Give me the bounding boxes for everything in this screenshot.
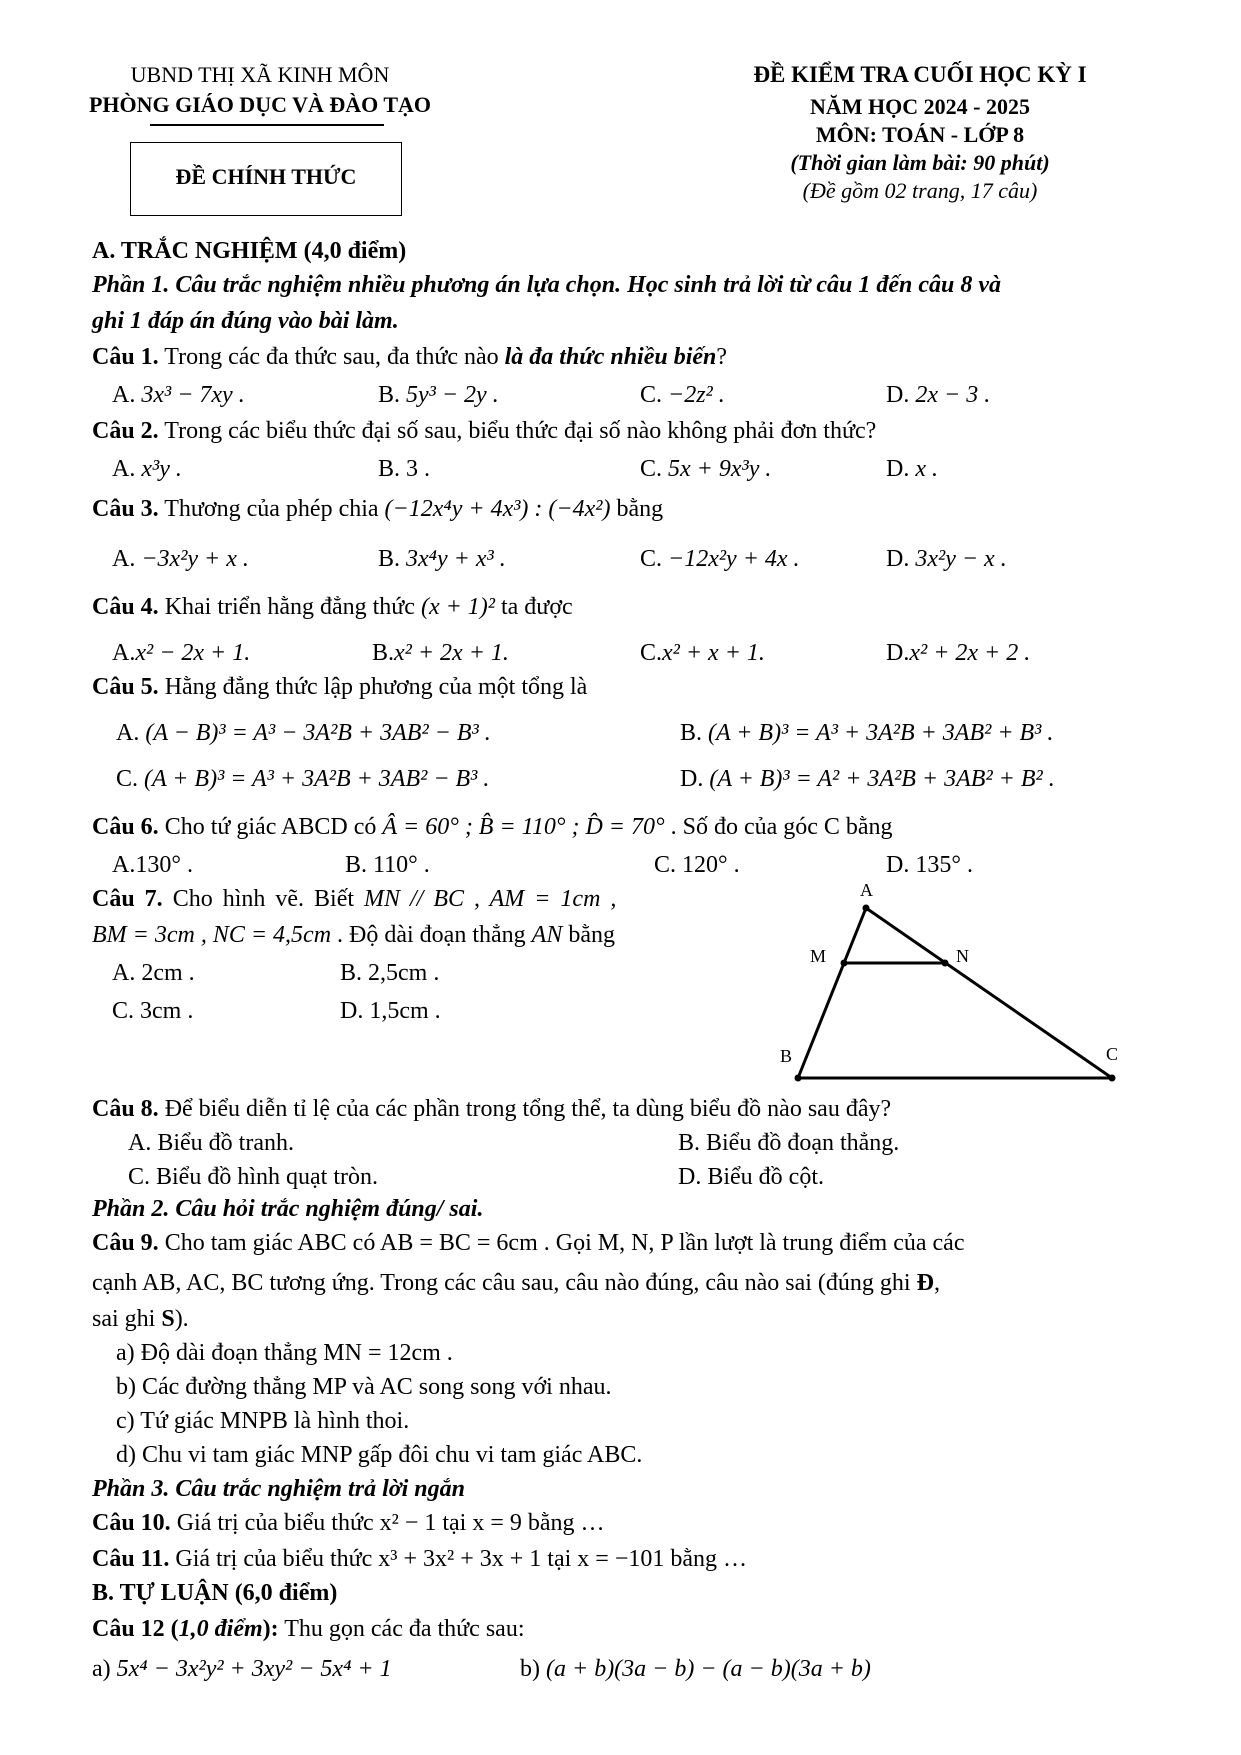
q9-statement-d: d) Chu vi tam giác MNP gấp đôi chu vi tam giác ABC. [116,1442,643,1468]
edge-ac [866,908,1112,1078]
q7-option-b: B. 2,5cm . [340,960,440,986]
duration: (Thời gian làm bài: 90 phút) [790,150,1050,175]
q2-stem: Câu 2. Trong các biểu thức đại số sau, biểu thức đại số nào không phải đơn thức? [92,418,877,444]
section-b-title: B. TỰ LUẬN (6,0 điểm) [92,1580,338,1606]
q1-option-a: A. 3x³ − 7xy . [112,382,245,408]
label-b: B [780,1046,793,1066]
label-m: M [810,946,827,966]
point-m [841,960,848,967]
q8-stem: Câu 8. Để biểu diễn tỉ lệ của các phần trong tổng thể, ta dùng biểu đồ nào sau đây? [92,1096,892,1122]
q3-option-d: D. 3x²y − x . [886,546,1007,572]
q4-stem: Câu 4. Khai triển hằng đẳng thức (x + 1)² ta được [92,594,573,620]
point-a [863,905,870,912]
q2-option-b: B. 3 . [378,456,431,482]
q6-stem: Câu 6. Cho tứ giác ABCD có Â = 60° ; B̂ = 110° ; D̂ = 70° . Số đo của góc C bằng [92,814,893,840]
q5-option-c: C. (A + B)³ = A³ + 3A²B + 3AB² − B³ . [116,766,490,792]
part1-line1: Phần 1. Câu trắc nghiệm nhiều phương án lựa chọn. Học sinh trả lời từ câu 1 đến câu 8 và [92,272,1002,298]
q4-option-b: B.x² + 2x + 1. [372,640,509,666]
q11: Câu 11. Giá trị của biểu thức x³ + 3x² + 3x + 1 tại x = −101 bằng … [92,1546,747,1572]
q1-stem: Câu 1. Trong các đa thức sau, đa thức nào là đa thức nhiều biến? [92,344,728,370]
official-label: ĐỀ CHÍNH THỨC [175,164,357,189]
q7-stem-line2: BM = 3cm , NC = 4,5cm . Độ dài đoạn thẳng AN bằng [92,922,615,948]
q6-option-b: B. 110° . [345,852,430,878]
q9-statement-c: c) Tứ giác MNPB là hình thoi. [116,1408,410,1434]
school-year: NĂM HỌC 2024 - 2025 [810,94,1030,119]
q12-stem: Câu 12 (1,0 điểm): Thu gọn các đa thức sau: [92,1616,525,1642]
q12-part-b: b) (a + b)(3a − b) − (a − b)(3a + b) [520,1656,871,1682]
section-a-title: A. TRẮC NGHIỆM (4,0 điểm) [92,238,407,264]
q4-option-c: C.x² + x + 1. [640,640,765,666]
q2-option-d: D. x . [886,456,938,482]
q9-stem-line3: sai ghi S). [92,1306,189,1332]
q4-option-d: D.x² + 2x + 2 . [886,640,1031,666]
q6-option-d: D. 135° . [886,852,973,878]
label-c: C [1106,1044,1119,1064]
header-left-line2: PHÒNG GIÁO DỤC VÀ ĐÀO TẠO [88,92,432,117]
edge-ab [798,908,866,1078]
header-left-line1: UBND THỊ XÃ KINH MÔN [130,62,390,87]
header-divider [150,124,384,126]
point-n [942,960,949,967]
part3-title: Phần 3. Câu trắc nghiệm trả lời ngắn [92,1476,465,1502]
point-b [795,1075,802,1082]
q5-stem: Câu 5. Hằng đẳng thức lập phương của một tổng là [92,674,588,700]
q3-stem: Câu 3. Thương của phép chia (−12x⁴y + 4x³) : (−4x²) bằng [92,496,664,522]
q7-option-a: A. 2cm . [112,960,195,986]
q6-option-c: C. 120° . [654,852,740,878]
q5-option-b: B. (A + B)³ = A³ + 3A²B + 3AB² + B³ . [680,720,1054,746]
exam-title: ĐỀ KIỂM TRA CUỐI HỌC KỲ I [753,62,1087,87]
q6-option-a: A.130° . [112,852,193,878]
q3-option-c: C. −12x²y + 4x . [640,546,800,572]
q8-option-c: C. Biểu đồ hình quạt tròn. [128,1164,378,1190]
q4-option-a: A.x² − 2x + 1. [112,640,251,666]
q9-statement-b: b) Các đường thẳng MP và AC song song với nhau. [116,1374,612,1400]
q12-part-a: a) 5x⁴ − 3x²y² + 3xy² − 5x⁴ + 1 [92,1656,392,1682]
q1-option-c: C. −2z² . [640,382,725,408]
q7-option-c: C. 3cm . [112,998,194,1024]
q8-option-a: A. Biểu đồ tranh. [128,1130,294,1156]
q9-statement-a: a) Độ dài đoạn thẳng MN = 12cm . [116,1340,453,1366]
q9-stem-line2: cạnh AB, AC, BC tương ứng. Trong các câu sau, câu nào đúng, câu nào sai (đúng ghi Đ, [92,1270,940,1296]
q7-triangle-figure [760,880,1140,1090]
label-n: N [956,946,969,966]
q5-option-a: A. (A − B)³ = A³ − 3A²B + 3AB² − B³ . [116,720,491,746]
q1-option-d: D. 2x − 3 . [886,382,991,408]
q2-option-a: A. x³y . [112,456,182,482]
subject: MÔN: TOÁN - LỚP 8 [815,122,1025,147]
q9-stem-line1: Câu 9. Cho tam giác ABC có AB = BC = 6cm . Gọi M, N, P lần lượt là trung điểm của các [92,1230,965,1256]
q2-option-c: C. 5x + 9x³y . [640,456,772,482]
page-info: (Đề gồm 02 trang, 17 câu) [802,178,1038,203]
part2-title: Phần 2. Câu hỏi trắc nghiệm đúng/ sai. [92,1196,484,1222]
q1-option-b: B. 5y³ − 2y . [378,382,499,408]
q7-stem-line1: Câu 7. Cho hình vẽ. Biết MN // BC , AM = 1cm , [92,886,617,912]
q3-option-a: A. −3x²y + x . [112,546,249,572]
q5-option-d: D. (A + B)³ = A² + 3A²B + 3AB² + B² . [680,766,1055,792]
q10: Câu 10. Giá trị của biểu thức x² − 1 tại x = 9 bằng … [92,1510,605,1536]
q7-option-d: D. 1,5cm . [340,998,441,1024]
label-a: A [860,880,873,900]
q8-option-d: D. Biểu đồ cột. [678,1164,824,1190]
part1-line2: ghi 1 đáp án đúng vào bài làm. [92,308,399,334]
point-c [1109,1075,1116,1082]
q3-option-b: B. 3x⁴y + x³ . [378,546,506,572]
q8-option-b: B. Biểu đồ đoạn thẳng. [678,1130,900,1156]
